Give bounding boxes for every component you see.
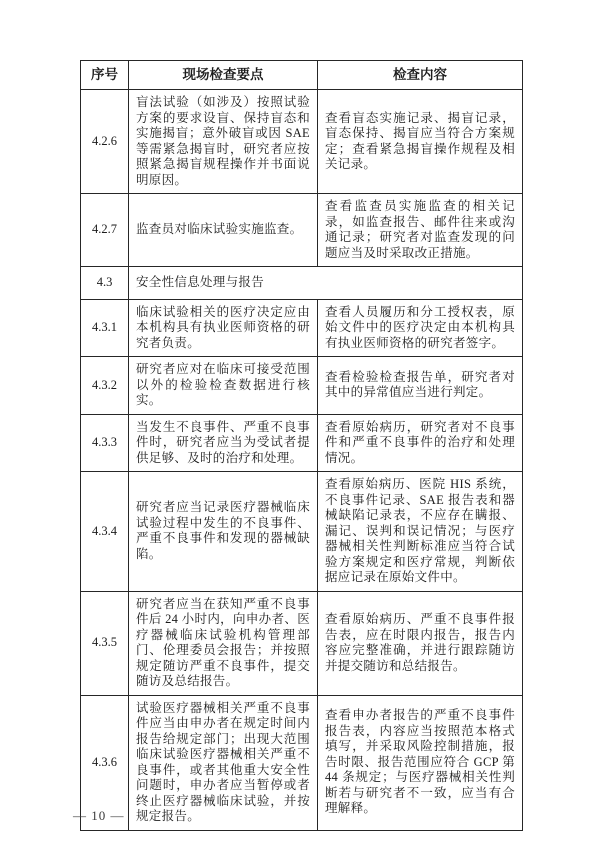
cell-serial: 4.2.7 — [81, 194, 129, 267]
cell-content: 查看申办者报告的严重不良事件报告表，内容应当按照范本格式填写，并采取风险控制措施，报告时限、报告范围应符合 GCP 第 44 条规定；与医疗器械相关性判断若与研究者不一致，应当有合理解释。 — [318, 695, 523, 830]
cell-content: 查看监查员实施监查的相关记录，如监查报告、邮件往来或沟通记录；研究者对监查发现的问题应当及时采取改正措施。 — [318, 194, 523, 267]
inspection-table — [80, 60, 523, 831]
cell-content: 查看原始病历，研究者对不良事件和严重不良事件的治疗和处理情况。 — [318, 414, 523, 472]
table-row-4.3.6 — [81, 695, 523, 830]
cell-serial: 4.3.4 — [81, 472, 129, 592]
cell-content: 查看人员履历和分工授权表，原始文件中的医疗决定由本机构具有执业医师资格的研究者签字。 — [318, 299, 523, 357]
cell-section-title: 安全性信息处理与报告 — [129, 267, 523, 300]
cell-serial: 4.3.5 — [81, 591, 129, 695]
table-row-4.3.2 — [81, 357, 523, 415]
table-row-4.3.4 — [81, 472, 523, 592]
table-row-4.2.6 — [81, 90, 523, 194]
cell-content: 查看原始病历、医院 HIS 系统，不良事件记录、SAE 报告表和器械缺陷记录表，不应存在瞒报、漏记、误判和误记情况；与医疗器械相关性判断标准应当符合试验方案规定和医疗常规，判断依据应记录在原始文件中。 — [318, 472, 523, 592]
cell-point: 当发生不良事件、严重不良事件时，研究者应当为受试者提供足够、及时的治疗和处理。 — [129, 414, 318, 472]
cell-point: 监查员对临床试验实施监查。 — [129, 194, 318, 267]
column-header-1: 现场检查要点 — [129, 61, 318, 90]
cell-serial: 4.2.6 — [81, 90, 129, 194]
cell-point: 试验医疗器械相关严重不良事件应当由申办者在规定时间内报告给规定部门；出现大范围临床试验医疗器械相关严重不良事件，或者其他重大安全性问题时，申办者应当暂停或者终止医疗器械临床试验，并按规定报告。 — [129, 695, 318, 830]
column-header-0: 序号 — [81, 61, 129, 90]
cell-point: 研究者应当记录医疗器械临床试验过程中发生的不良事件、严重不良事件和发现的器械缺陷。 — [129, 472, 318, 592]
table-row-4.3.5 — [81, 591, 523, 695]
cell-content: 查看盲态实施记录、揭盲记录，盲态保持、揭盲应当符合方案规定；查看紧急揭盲操作规程及相关记录。 — [318, 90, 523, 194]
table-row-4.3.1 — [81, 299, 523, 357]
table-row-4.2.7 — [81, 194, 523, 267]
cell-serial: 4.3.6 — [81, 695, 129, 830]
cell-serial: 4.3.1 — [81, 299, 129, 357]
cell-content: 查看原始病历、严重不良事件报告表，应在时限内报告，报告内容应完整准确，并进行跟踪随访并提交随访和总结报告。 — [318, 591, 523, 695]
cell-point: 研究者应对在临床可接受范围以外的检验检查数据进行核实。 — [129, 357, 318, 415]
cell-serial: 4.3.2 — [81, 357, 129, 415]
table-header-row — [81, 61, 523, 90]
table-row-4.3.3 — [81, 414, 523, 472]
cell-point: 研究者应当在获知严重不良事件后 24 小时内，向申办者、医疗器械临床试验机构管理部门、伦理委员会报告；并按照规定随访严重不良事件，提交随访及总结报告。 — [129, 591, 318, 695]
cell-content: 查看检验检查报告单，研究者对其中的异常值应当进行判定。 — [318, 357, 523, 415]
column-header-2: 检查内容 — [318, 61, 523, 90]
cell-serial: 4.3.3 — [81, 414, 129, 472]
page-number: — 10 — — [73, 808, 125, 823]
cell-point: 盲法试验（如涉及）按照试验方案的要求设盲、保持盲态和实施揭盲；意外破盲或因 SAE 等需紧急揭盲时，研究者应按照紧急揭盲规程操作并书面说明原因。 — [129, 90, 318, 194]
cell-point: 临床试验相关的医疗决定应由本机构具有执业医师资格的研究者负责。 — [129, 299, 318, 357]
cell-serial: 4.3 — [81, 267, 129, 300]
table-row-4.3 — [81, 267, 523, 300]
